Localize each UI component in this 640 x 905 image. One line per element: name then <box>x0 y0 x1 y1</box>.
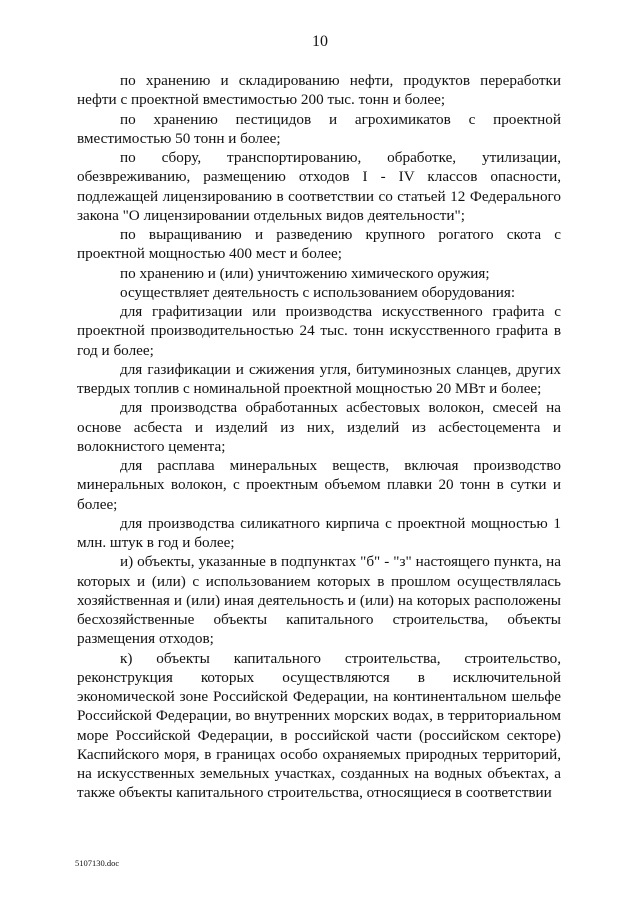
paragraph: для графитизации или производства искусственного графита с проектной производительностью 24 тыс. тонн искусственного графита в год и более; <box>77 303 561 359</box>
paragraph: осуществляет деятельность с использованием оборудования: <box>120 283 516 301</box>
paragraph: по хранению пестицидов и агрохимикатов с проектной вместимостью 50 тонн и более; <box>77 110 561 147</box>
document-body <box>77 71 561 803</box>
paragraph: и) объекты, указанные в подпунктах "б" - "з" настоящего пункта, на которых и (или) с использованием которых в прошлом осуществлялась хозяйственная и (или) иная деятельность и (или) на которых расположены бесхозяйственные объекты капитального строительства, объекты размещения отходов; <box>77 553 561 648</box>
paragraph: по выращиванию и разведению крупного рогатого скота с проектной мощностью 400 мест и более; <box>77 226 561 263</box>
paragraph: для производства силикатного кирпича с проектной мощностью 1 млн. штук в год и более; <box>77 514 561 551</box>
page-number: 10 <box>312 33 328 50</box>
paragraph: к) объекты капитального строительства, строительство, реконструкция которых осуществляются в исключительной экономической зоне Российской Федерации, на континентальном шельфе Российской Федерации, во внутренних морских водах, в территориальном море Российской Федерации, в российской части (российском секторе) Каспийского моря, в границах особо охраняемых природных территорий, на искусственных земельных участках, созданных на водных объектах, а также объекты капитального строительства, относящиеся в соответствии <box>77 649 561 802</box>
footer-file-code: 5107130.doc <box>75 858 120 868</box>
paragraph: по хранению и (или) уничтожению химического оружия; <box>120 264 490 282</box>
paragraph: для производства обработанных асбестовых волокон, смесей на основе асбеста и изделий из них, изделий из асбестоцемента и волокнистого цемента; <box>77 399 561 455</box>
paragraph: по сбору, транспортированию, обработке, утилизации, обезвреживанию, размещению отходов I - IV классов опасности, подлежащей лицензированию в соответствии со статьей 12 Федерального закона "О лицензировании отдельных видов деятельности"; <box>77 149 561 224</box>
paragraph: по хранению и складированию нефти, продуктов переработки нефти с проектной вместимостью 200 тыс. тонн и более; <box>77 72 561 109</box>
paragraph: для газификации и сжижения угля, битуминозных сланцев, других твердых топлив с номинальной проектной мощностью 20 МВт и более; <box>77 360 561 397</box>
paragraph: для расплава минеральных веществ, включая производство минеральных волокон, с проектным объемом плавки 20 тонн в сутки и более; <box>77 457 561 513</box>
